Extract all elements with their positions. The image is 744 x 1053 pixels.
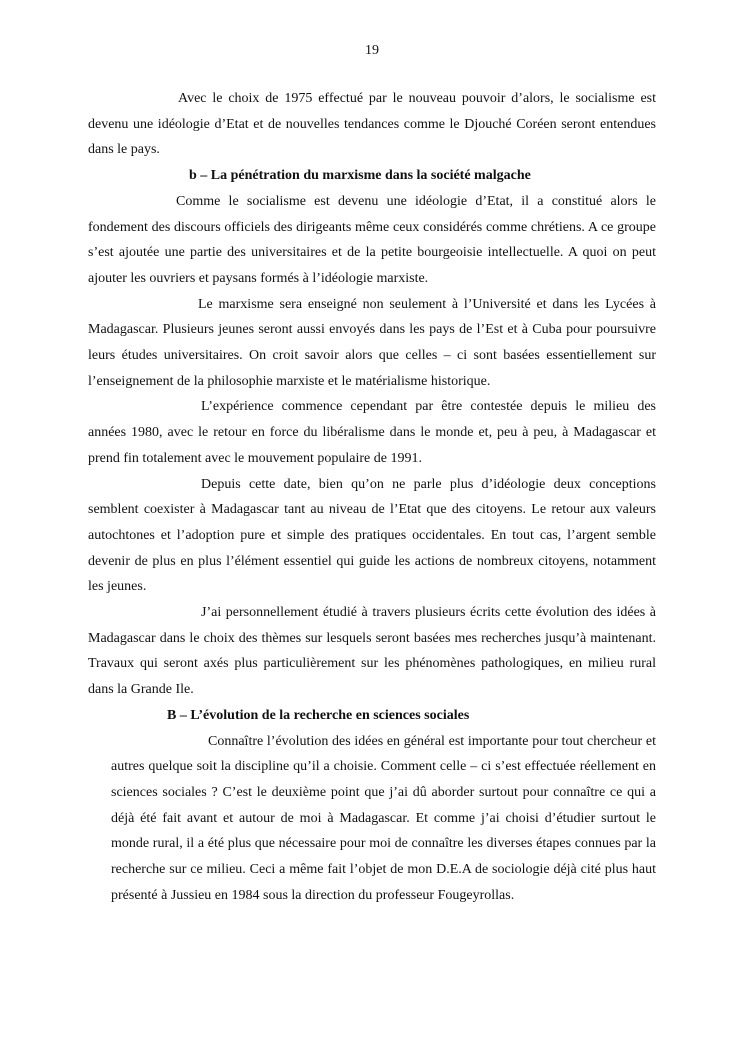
paragraph-knowing-evolution: Connaître l’évolution des idées en général est importante pour tout chercheur et autres quelque soit la discipline qu’il a choisie. Comment celle – ci s’est effectuée réellement en sciences sociales ? C’est le deuxième point que j’ai dû aborder surtout pour connaître ce qui a déjà été fait avant et autour de moi à Madagascar. Et comme j’ai choisi d’étudier surtout le monde rural, il a été plus que nécessaire pour moi de connaître les diverses étapes connues par la recherche sur ce milieu. Ceci a même fait l’objet de mon D.E.A de sociologie déjà cité plus haut présenté à Jussieu en 1984 sous la direction du professeur Fougeyrollas.: [111, 733, 656, 903]
section-heading-marxism-penetration: b – La pénétration du marxisme dans la société malgache: [189, 168, 531, 184]
paragraph-state-ideology: Comme le socialisme est devenu une idéologie d’Etat, il a constitué alors le fondement des discours officiels des dirigeants même ceux considérés comme chrétiens. A ce groupe s’est ajoutée une partie des universitaires et de la petite bourgeoisie intellectuelle. A quoi on peut ajouter les ouvriers et paysans formés à l’idéologie marxiste.: [88, 193, 656, 286]
paragraph-personal-study: J’ai personnellement étudié à travers plusieurs écrits cette évolution des idées à Madagascar dans le choix des thèmes sur lesquels seront basées mes recherches jusqu’à maintenant. Travaux qui seront axés plus particulièrement sur les phénomènes pathologiques, en milieu rural dans la Grande Ile.: [88, 605, 656, 698]
section-heading-research-evolution: B – L’évolution de la recherche en sciences sociales: [167, 707, 470, 723]
page-number: 19: [365, 43, 379, 58]
paragraph-marxism-taught: Le marxisme sera enseigné non seulement à l’Université et dans les Lycées à Madagascar. Plusieurs jeunes seront aussi envoyés dans les pays de l’Est et à Cuba pour poursuivre leurs études universitaires. On croit savoir alors que celles – ci sont basées essentiellement sur l’enseignement de la philosophie marxiste et le matérialisme historique.: [88, 296, 656, 389]
paragraph-experience-contested: L’expérience commence cependant par être contestée depuis le milieu des années 1980, avec le retour en force du libéralisme dans le monde et, peu à peu, à Madagascar et prend fin totalement avec le mouvement populaire de 1991.: [88, 399, 656, 466]
document-body: [88, 86, 656, 909]
paragraph-socialism-choice: Avec le choix de 1975 effectué par le nouveau pouvoir d’alors, le socialisme est devenu une idéologie d’Etat et de nouvelles tendances comme le Djouché Coréen seront entendues dans le pays.: [88, 91, 656, 158]
paragraph-since-that-date: Depuis cette date, bien qu’on ne parle plus d’idéologie deux conceptions semblent coexister à Madagascar tant au niveau de l’Etat que des citoyens. Le retour aux valeurs autochtones et l’adoption pure et simple des pratiques occidentales. En tout cas, l’argent semble devenir de plus en plus l’élément essentiel qui guide les actions de nombreux citoyens, notamment les jeunes.: [88, 476, 656, 595]
